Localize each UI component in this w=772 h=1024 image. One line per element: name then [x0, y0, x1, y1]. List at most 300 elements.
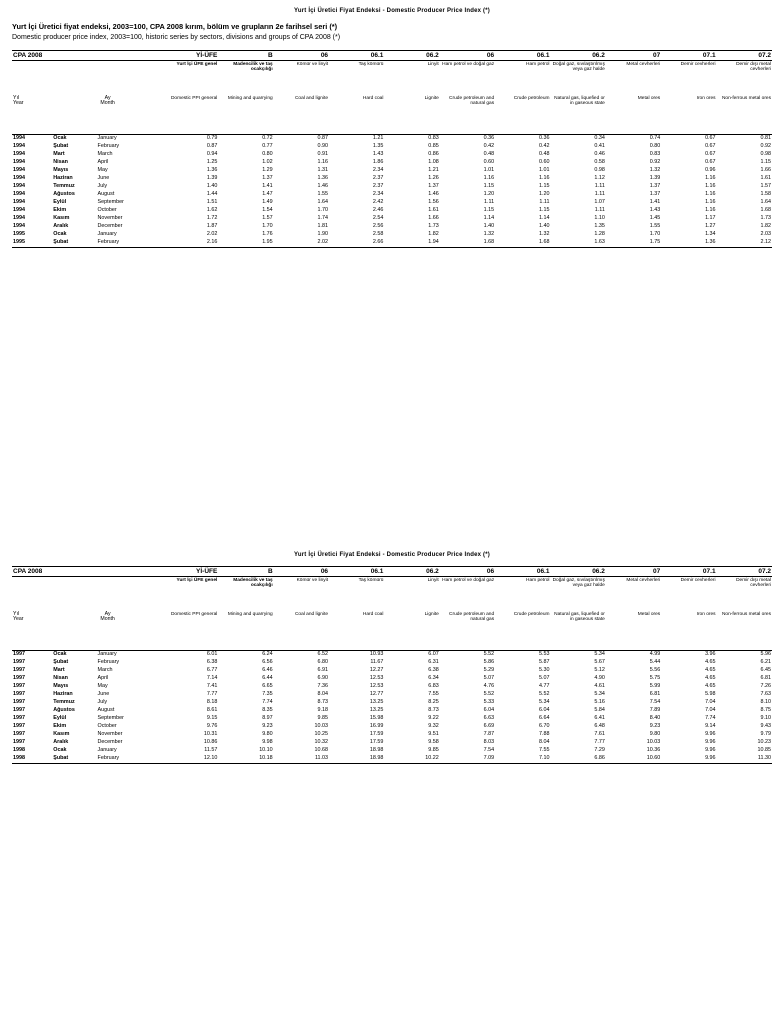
index-value: 1.37 [649, 190, 661, 197]
index-value: 1.86 [372, 158, 384, 165]
index-value: 0.67 [705, 135, 716, 141]
index-value: 4.76 [483, 682, 495, 689]
column-desc-en: Metal ores [637, 612, 661, 617]
index-value: 1.11 [594, 182, 605, 189]
subtitle-english: Domestic producer price index, 2003=100, historic series by sectors, divisions and groups of CPA 2008 (*) [12, 34, 341, 41]
index-value: 1.15 [483, 182, 495, 189]
column-code: 06.1 [495, 567, 550, 577]
index-value: 9.80 [262, 730, 273, 737]
index-value: 9.85 [428, 746, 439, 753]
index-value: 5.98 [705, 690, 716, 697]
table-row [12, 151, 772, 159]
index-value: 6.41 [594, 714, 605, 721]
table-row [12, 159, 772, 167]
index-value: 0.60 [483, 158, 495, 165]
column-desc-en: Mining and quarrying [227, 96, 273, 101]
index-value: 1.15 [538, 182, 550, 189]
index-value: 0.58 [594, 158, 605, 165]
index-value: 8.97 [262, 714, 273, 721]
index-value: 0.36 [483, 135, 495, 141]
table-row [12, 715, 772, 723]
table-row [12, 167, 772, 175]
index-value: 5.07 [483, 674, 495, 681]
index-value: 1.26 [428, 174, 439, 181]
table-row [12, 731, 772, 739]
index-value: 1.68 [760, 206, 771, 213]
index-value: 2.66 [329, 239, 384, 247]
index-value: 6.80 [317, 658, 329, 665]
row-month-en: December [97, 222, 123, 229]
index-value: 1.75 [606, 239, 661, 247]
row-month-en: January [97, 746, 117, 753]
index-value: 9.96 [661, 755, 716, 763]
column-desc-tr: Ham petrol [526, 578, 550, 583]
row-month-tr: Ağustos [53, 190, 75, 197]
table-row [12, 739, 772, 747]
row-year: 1997 [13, 714, 25, 721]
index-value: 0.80 [649, 142, 661, 149]
index-value: 1.37 [649, 182, 661, 189]
row-year: 1998 [13, 746, 25, 753]
row-year: 1994 [13, 174, 25, 181]
row-month-tr: Ocak [53, 230, 67, 237]
index-value: 10.60 [606, 755, 661, 763]
index-value: 1.39 [649, 174, 661, 181]
index-value: 0.79 [206, 135, 218, 141]
index-value: 8.73 [428, 706, 439, 713]
index-value: 0.90 [317, 142, 329, 149]
column-code: 06.2 [550, 51, 605, 61]
row-month-en: May [97, 682, 108, 689]
index-value: 1.87 [206, 222, 218, 229]
index-value: 1.51 [206, 198, 218, 205]
index-value: 9.96 [705, 730, 716, 737]
year-header-en: Year [13, 616, 24, 623]
column-desc-en: Iron ores [696, 612, 716, 617]
column-desc-en: Coal and lignite [294, 96, 329, 101]
table-row [12, 651, 772, 659]
index-value: 10.25 [314, 730, 329, 737]
index-value: 0.85 [428, 142, 439, 149]
index-value: 7.55 [538, 746, 550, 753]
row-month-en: November [97, 214, 123, 221]
row-month-en: January [97, 651, 117, 657]
row-year: 1997 [13, 730, 25, 737]
year-header-tr: Yıl [13, 611, 20, 617]
row-year: 1994 [13, 166, 25, 173]
row-month-tr: Ocak [53, 651, 67, 657]
row-year: 1994 [13, 206, 25, 213]
index-value: 4.99 [649, 651, 661, 657]
index-value: 6.46 [262, 666, 273, 673]
column-desc-tr: Demir cevherleri [680, 62, 716, 67]
page-title: Yurt İçi Üretici Fiyat Endeksi - Domestic Producer Price Index (*) [294, 8, 490, 14]
column-desc-tr: Yurt İçi ÜFE genel [176, 578, 218, 583]
index-value: 0.81 [760, 135, 771, 141]
index-value: 0.92 [760, 142, 771, 149]
index-value: 5.07 [538, 674, 550, 681]
column-desc-en: Mining and quarrying [227, 612, 273, 617]
year-header-tr: Yıl [13, 95, 20, 101]
index-value: 2.12 [717, 239, 772, 247]
index-value: 8.61 [206, 706, 218, 713]
index-value: 1.64 [317, 198, 329, 205]
table-row [12, 143, 772, 151]
index-value: 1.20 [483, 190, 495, 197]
index-value: 6.83 [428, 682, 439, 689]
table-body [12, 651, 772, 764]
index-value: 10.03 [646, 738, 661, 745]
year-header-en: Year [13, 100, 24, 107]
row-year: 1994 [13, 135, 25, 141]
column-code: 06.2 [384, 567, 439, 577]
index-value: 1.54 [262, 206, 273, 213]
index-value: 1.16 [317, 158, 329, 165]
index-value: 7.74 [262, 698, 273, 705]
index-value: 1.43 [649, 206, 661, 213]
table-row [12, 183, 772, 191]
index-value: 8.18 [206, 698, 218, 705]
row-year: 1995 [13, 230, 25, 237]
row-month-en: July [97, 698, 108, 705]
index-value: 7.04 [705, 698, 716, 705]
index-value: 5.53 [538, 651, 550, 657]
index-value: 0.92 [649, 158, 661, 165]
index-value: 1.76 [262, 230, 273, 237]
column-desc-en: Crude petroleum and natural gas [449, 96, 495, 107]
row-month-tr: Ocak [53, 746, 67, 753]
index-value: 8.75 [760, 706, 771, 713]
index-value: 7.54 [483, 746, 495, 753]
column-code: 06.1 [329, 567, 384, 577]
index-value: 1.17 [705, 214, 716, 221]
index-value: 9.51 [428, 730, 439, 737]
index-value: 0.42 [538, 142, 550, 149]
index-value: 5.96 [760, 651, 771, 657]
index-value: 0.48 [483, 150, 495, 157]
index-value: 1.81 [317, 222, 329, 229]
row-month-en: August [97, 190, 115, 197]
row-year: 1997 [13, 666, 25, 673]
year-header [12, 96, 52, 132]
index-value: 1.16 [705, 174, 716, 181]
index-value: 0.67 [705, 150, 716, 157]
index-value: 18.98 [329, 755, 384, 763]
row-month-tr: Eylül [53, 714, 67, 721]
index-value: 9.18 [317, 706, 329, 713]
row-year: 1997 [13, 690, 25, 697]
row-year: 1997 [13, 698, 25, 705]
row-month-tr: Temmuz [53, 182, 75, 189]
row-month-en: September [97, 714, 124, 721]
row-month-tr: Mayıs [53, 166, 69, 173]
row-year: 1994 [13, 158, 25, 165]
index-value: 7.87 [483, 730, 495, 737]
index-value: 1.16 [538, 174, 550, 181]
index-value: 7.26 [760, 682, 771, 689]
index-value: 1.66 [760, 166, 771, 173]
index-value: 1.57 [760, 182, 771, 189]
column-desc-en: Domestic PPI general [170, 96, 218, 101]
index-value: 9.23 [262, 722, 273, 729]
index-value: 4.90 [594, 674, 605, 681]
index-value: 1.95 [218, 239, 273, 247]
column-desc-tr: Taş kömürü [358, 62, 384, 67]
index-value: 1.20 [538, 190, 550, 197]
column-desc-en: Natural gas, liquefied or in gaseous state [554, 612, 605, 623]
index-value: 5.86 [483, 658, 495, 665]
index-value: 1.07 [594, 198, 605, 205]
index-value: 6.63 [483, 714, 495, 721]
index-value: 1.39 [206, 174, 218, 181]
index-value: 1.27 [705, 222, 716, 229]
index-value: 4.65 [705, 682, 716, 689]
index-value: 8.03 [483, 738, 495, 745]
year-header [12, 612, 52, 648]
index-value: 6.21 [760, 658, 771, 665]
index-value: 6.69 [483, 722, 495, 729]
index-value: 17.59 [369, 730, 384, 737]
table-row [12, 723, 772, 731]
index-value: 1.82 [428, 230, 439, 237]
index-value: 5.29 [483, 666, 495, 673]
index-value: 10.03 [314, 722, 329, 729]
index-value: 1.08 [428, 158, 439, 165]
index-value: 8.04 [317, 690, 329, 697]
row-month-en: September [97, 198, 124, 205]
row-month-en: June [97, 174, 110, 181]
index-value: 1.16 [705, 190, 716, 197]
index-value: 2.16 [163, 239, 218, 247]
index-value: 1.15 [483, 206, 495, 213]
index-value: 1.40 [483, 222, 495, 229]
index-value: 5.33 [483, 698, 495, 705]
row-month-tr: Ocak [53, 135, 67, 141]
table-panel-1 [12, 8, 772, 248]
index-value: 0.60 [538, 158, 550, 165]
index-value: 6.38 [206, 658, 218, 665]
index-value: 0.87 [206, 142, 218, 149]
column-desc-tr: Metal cevherleri [626, 578, 661, 583]
row-month-tr: Aralık [53, 222, 69, 229]
index-value: 10.10 [259, 746, 273, 753]
column-desc-en: Metal ores [637, 96, 661, 101]
index-value: 6.77 [206, 666, 218, 673]
index-value: 9.43 [760, 722, 771, 729]
index-value: 5.34 [594, 651, 605, 657]
row-month-tr: Aralık [53, 738, 69, 745]
index-value: 6.91 [317, 666, 329, 673]
index-value: 2.37 [372, 182, 384, 189]
index-value: 1.02 [262, 158, 273, 165]
index-value: 1.11 [594, 206, 605, 213]
index-value: 7.09 [440, 755, 495, 763]
index-value: 1.74 [317, 214, 329, 221]
index-value: 17.59 [369, 738, 384, 745]
row-month-en: June [97, 690, 110, 697]
index-value: 0.80 [262, 150, 273, 157]
column-code: 06.1 [329, 51, 384, 61]
row-month-en: January [97, 230, 117, 237]
column-desc-tr: Doğal gaz, sıvılaştırılmış veya gaz halde [552, 62, 605, 73]
row-month-tr: Şubat [52, 755, 96, 763]
index-value: 1.55 [317, 190, 329, 197]
index-value: 18.98 [369, 746, 384, 753]
index-value: 1.37 [428, 182, 439, 189]
index-value: 11.03 [274, 755, 329, 763]
index-value: 6.38 [428, 666, 439, 673]
index-value: 1.45 [649, 214, 661, 221]
index-value: 1.32 [649, 166, 661, 173]
row-month-tr: Kasım [53, 730, 70, 737]
column-code: 06 [440, 51, 495, 61]
index-value: 8.35 [262, 706, 273, 713]
column-desc-en: Hard coal [362, 96, 384, 101]
index-value: 0.91 [317, 150, 329, 157]
column-code: 07.2 [717, 51, 772, 61]
index-value: 1.62 [206, 206, 218, 213]
row-month-en: April [97, 674, 109, 681]
column-desc-tr: Demir cevherleri [680, 578, 716, 583]
index-value: 5.84 [594, 706, 605, 713]
page-title: Yurt İçi Üretici Fiyat Endeksi - Domestic Producer Price Index (*) [294, 552, 490, 558]
index-value: 2.37 [372, 174, 384, 181]
index-value: 9.76 [206, 722, 218, 729]
index-value: 8.04 [538, 738, 550, 745]
index-value: 0.36 [538, 135, 550, 141]
table-row [12, 175, 772, 183]
index-value: 1.11 [484, 198, 495, 205]
index-value: 1.34 [705, 230, 716, 237]
index-value: 0.98 [594, 166, 605, 173]
column-code: 07 [606, 51, 661, 61]
index-value: 1.70 [317, 206, 329, 213]
index-value: 9.96 [705, 746, 716, 753]
index-value: 2.42 [372, 198, 384, 205]
row-month-en: April [97, 158, 109, 165]
table-row [12, 659, 772, 667]
index-value: 5.87 [538, 658, 550, 665]
row-month-en: March [97, 150, 113, 157]
column-code: 06 [440, 567, 495, 577]
index-value: 7.14 [206, 674, 218, 681]
column-desc-en: Non-ferrous metal ores [721, 612, 771, 617]
index-value: 1.64 [760, 198, 771, 205]
column-desc-tr: Demir dışı metal cevherleri [736, 62, 771, 73]
index-value: 1.43 [372, 150, 384, 157]
month-header-en: Month [100, 616, 115, 623]
index-value: 13.25 [369, 706, 384, 713]
row-year: 1994 [13, 150, 25, 157]
row-month-tr: Ekim [53, 722, 67, 729]
index-value: 10.86 [203, 738, 218, 745]
index-value: 9.32 [428, 722, 439, 729]
index-value: 10.68 [314, 746, 329, 753]
index-value: 9.10 [760, 714, 771, 721]
index-value: 2.02 [274, 239, 329, 247]
row-year: 1994 [13, 214, 25, 221]
index-value: 1.36 [206, 166, 218, 173]
index-value: 1.32 [538, 230, 550, 237]
index-value: 11.57 [204, 746, 218, 753]
index-value: 1.82 [760, 222, 771, 229]
index-value: 7.41 [206, 682, 218, 689]
index-value: 1.57 [262, 214, 273, 221]
index-value: 1.70 [649, 230, 661, 237]
table-row [12, 239, 772, 247]
index-value: 6.70 [538, 722, 550, 729]
index-value: 5.52 [483, 690, 495, 697]
row-month-tr: Şubat [53, 142, 69, 149]
index-value: 2.54 [372, 214, 384, 221]
month-header [52, 96, 163, 132]
index-value: 0.86 [428, 150, 439, 157]
row-year: 1997 [13, 722, 25, 729]
column-code: 06 [274, 51, 329, 61]
index-value: 6.81 [760, 674, 771, 681]
index-value: 7.29 [594, 746, 605, 753]
index-value: 7.36 [317, 682, 329, 689]
column-desc-tr: Ham petrol ve doğal gaz [442, 578, 495, 583]
month-header [52, 612, 163, 648]
column-desc-tr: Metal cevherleri [626, 62, 661, 67]
index-value: 9.80 [649, 730, 661, 737]
index-value: 7.89 [649, 706, 661, 713]
index-value: 0.74 [649, 135, 661, 141]
row-year: 1995 [12, 239, 52, 247]
index-value: 7.74 [705, 714, 716, 721]
index-value: 1.40 [538, 222, 550, 229]
row-year: 1994 [13, 182, 25, 189]
column-desc-en: Lignite [424, 96, 439, 101]
row-month-tr: Mart [53, 666, 65, 673]
row-month-en: November [97, 730, 123, 737]
index-value: 8.40 [649, 714, 661, 721]
index-value: 2.34 [372, 190, 384, 197]
column-code: B [218, 567, 273, 577]
index-value: 6.65 [262, 682, 273, 689]
index-value: 10.32 [314, 738, 329, 745]
index-value: 1.12 [594, 174, 605, 181]
row-year: 1997 [13, 706, 25, 713]
table-row [12, 199, 772, 207]
index-value: 7.10 [495, 755, 550, 763]
row-month-tr: Şubat [53, 658, 69, 665]
column-desc-tr: Demir dışı metal cevherleri [736, 578, 771, 589]
index-value: 1.01 [538, 166, 550, 173]
price-index-table [12, 566, 772, 764]
column-code: 07 [606, 567, 661, 577]
index-value: 2.03 [760, 230, 771, 237]
column-desc-tr: Kömür ve linyit [296, 62, 329, 67]
column-code: 07.1 [661, 567, 716, 577]
index-value: 1.21 [372, 135, 384, 141]
index-value: 10.85 [757, 746, 771, 753]
row-month-tr: Şubat [52, 239, 96, 247]
month-header-tr: Ay [104, 95, 111, 101]
column-desc-tr: Yurt İçi ÜFE genel [176, 62, 218, 67]
index-value: 1.66 [428, 214, 439, 221]
index-value: 3.96 [705, 651, 716, 657]
index-value: 0.87 [317, 135, 329, 141]
index-value: 1.44 [206, 190, 218, 197]
index-value: 6.04 [483, 706, 495, 713]
index-value: 1.10 [594, 214, 605, 221]
index-value: 9.98 [262, 738, 273, 745]
column-desc-tr: Madencilik ve taş ocakçılığı [233, 62, 273, 73]
index-value: 9.14 [705, 722, 716, 729]
index-value: 1.36 [317, 174, 329, 181]
